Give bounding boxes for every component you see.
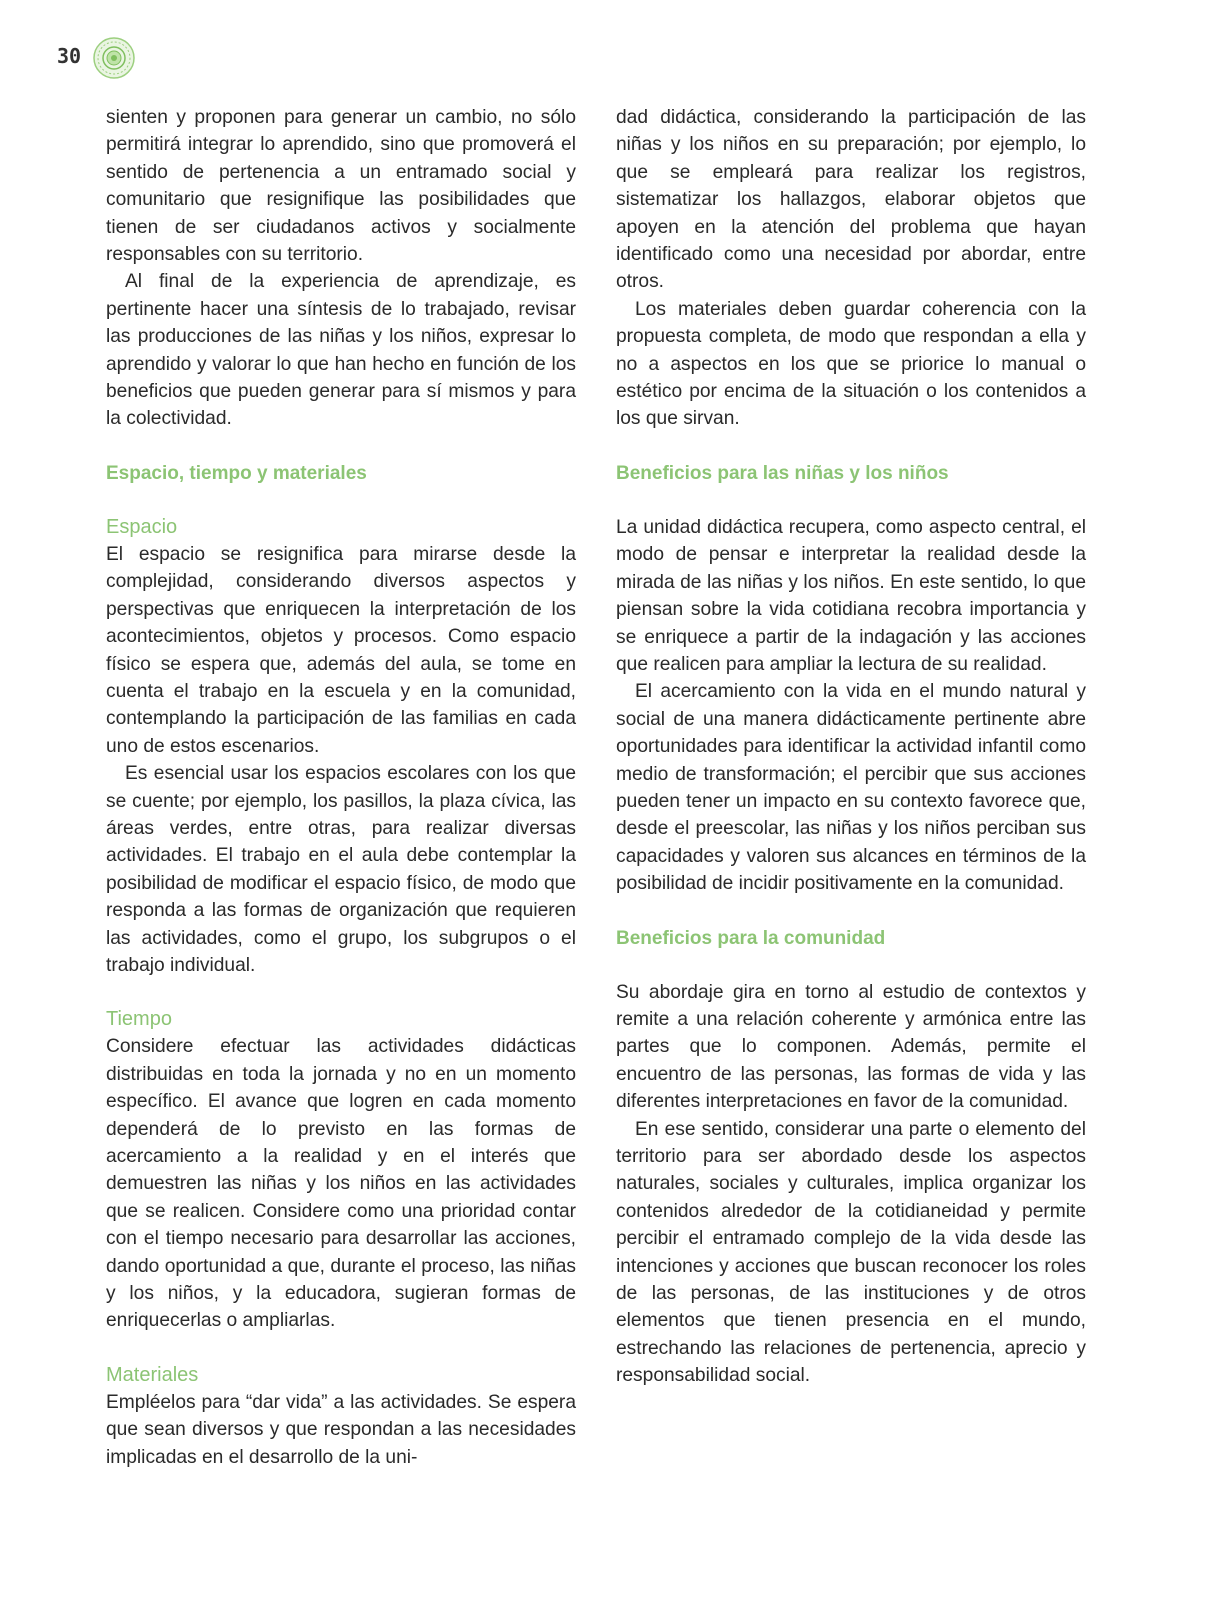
subheading-tiempo: Tiempo [106,1008,172,1031]
section-heading-beneficios-ninos: Beneficios para las niñas y los niños [616,462,949,484]
paragraph: En ese sentido, considerar una parte o elemento del territorio para ser abordado desde los aspectos naturales, sociales y culturales, implica organizar los contenidos alrededor de la cotidianeidad y permite percibir el entramado complejo de la vida desde las intenciones y acciones que buscan reconocer los roles de las personas, de las instituciones y de otros elementos que tienen presencia en el mundo, estrechando las relaciones de pertenencia, aprecio y responsabilidad social. [616,1118,1086,1387]
paragraph: sienten y proponen para generar un cambio, no sólo permitirá integrar lo aprendido, sino que promoverá el sentido de pertenencia a un entramado social y comunitario que resignifique las posibilidades que tienen de ser ciudadanos activos y socialmente responsables con su territorio. [106,107,576,266]
left-column [106,104,576,1471]
section-heading-espacio-tiempo-materiales: Espacio, tiempo y materiales [106,462,367,484]
section-heading-beneficios-comunidad: Beneficios para la comunidad [616,927,886,949]
paragraph: La unidad didáctica recupera, como aspecto central, el modo de pensar e interpretar la realidad desde la mirada de las niñas y los niños. En este sentido, lo que piensan sobre la vida cotidiana recobra importancia y se enriquece a partir de la indagación y las acciones que realicen para ampliar la lectura de su realidad. [616,516,1086,675]
paragraph: El acercamiento con la vida en el mundo natural y social de una manera didácticamente pertinente abre oportunidades para identificar la actividad infantil como medio de transformación; el percibir que sus acciones pueden tener un impacto en su contexto favorece que, desde el preescolar, las niñas y los niños perciban sus capacidades y valoren sus alcances en términos de la posibilidad de incidir positivamente en la comunidad. [616,681,1086,895]
paragraph: Los materiales deben guardar coherencia con la propuesta completa, de modo que respondan a ella y no a aspectos en los que se priorice lo manual o estético por encima de la situación o los contenidos a los que sirvan. [616,298,1086,430]
paragraph: Su abordaje gira en torno al estudio de contextos y remite a una relación coherente y armónica entre las partes que lo componen. Además, permite el encuentro de las personas, las formas de vida y las diferentes interpretaciones en favor de la comunidad. [616,981,1086,1113]
subheading-materiales: Materiales [106,1363,199,1386]
right-column [616,104,1086,1390]
green-circular-emblem-icon [92,36,136,80]
paragraph: Al final de la experiencia de aprendizaje, es pertinente hacer una síntesis de lo trabajado, revisar las producciones de las niñas y los niños, expresar lo aprendido y valorar lo que han hecho en función de los beneficios que pueden generar para sí mismos y para la colectividad. [106,271,576,430]
subheading-espacio: Espacio [106,515,178,538]
paragraph: Es esencial usar los espacios escolares con los que se cuente; por ejemplo, los pasillos, la plaza cívica, las áreas verdes, entre otras, para realizar diversas actividades. El trabajo en el aula debe contemplar la posibilidad de modificar el espacio físico, de modo que responda a las formas de organización que requieren las actividades, como el grupo, los subgrupos o el trabajo individual. [106,763,576,976]
paragraph: Empléelos para “dar vida” a las actividades. Se espera que sean diversos y que respondan a las necesidades implicadas en el desarrollo de la uni- [106,1391,576,1468]
paragraph: El espacio se resignifica para mirarse desde la complejidad, considerando diversos aspectos y perspectivas que enriquecen la interpretación de los acontecimientos, objetos y procesos. Como espacio físico se espera que, además del aula, se tome en cuenta el trabajo en la escuela y en la comunidad, contemplando la participación de las familias en cada uno de estos escenarios. [106,543,576,757]
paragraph: dad didáctica, considerando la participación de las niñas y los niños en su preparación; por ejemplo, lo que se empleará para realizar los registros, sistematizar los hallazgos, elaborar objetos que apoyen en la atención del problema que hayan identificado como una necesidad por abordar, entre otros. [616,107,1086,293]
paragraph: Considere efectuar las actividades didácticas distribuidas en toda la jornada y no en un momento específico. El avance que logren en cada momento dependerá de lo previsto en las formas de acercamiento a la realidad y en el interés que demuestren las niñas y los niños en las actividades que se realicen. Considere como una prioridad contar con el tiempo necesario para desarrollar las acciones, dando oportunidad a que, durante el proceso, las niñas y los niños, y la educadora, sugieran formas de enriquecerlas o ampliarlas. [106,1036,576,1332]
page-number: 30 [57,44,82,68]
